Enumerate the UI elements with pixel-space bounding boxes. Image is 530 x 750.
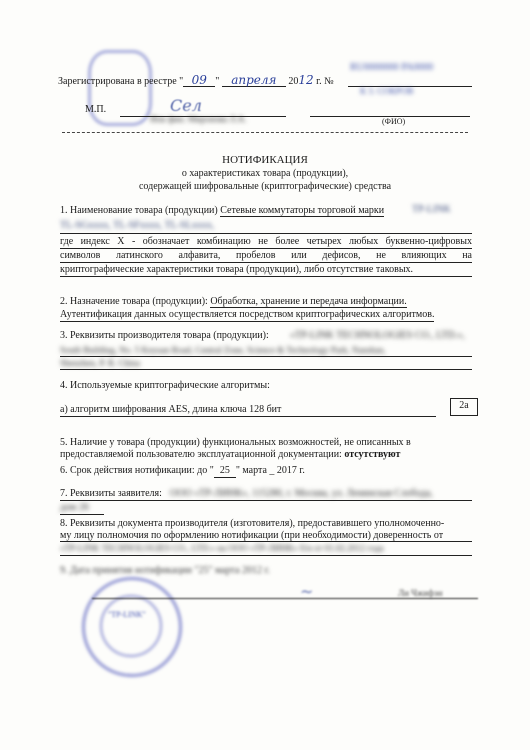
s9-signature: ~	[300, 582, 314, 601]
s1-value: Сетевые коммутаторы торговой марки	[220, 205, 385, 216]
s8-underline-2	[60, 555, 472, 556]
s1-underline-4	[60, 276, 472, 277]
s6-mid: " марта _ 2017 г.	[235, 465, 305, 476]
s1-underline-2	[60, 248, 472, 249]
s9-signer: Ли Чжифэн	[398, 588, 443, 598]
registry-line: Зарегистрирована в реестре " 09 " апреля 2012 г. №	[58, 73, 334, 87]
s2-value1: Обработка, хранение и передача информации.	[210, 296, 407, 307]
s8-blur: «TP-LINK TECHNOLOGIES CO., LTD.» на ООО «TP-ЛИНК» б/н от 01.02.2012 года	[60, 543, 384, 553]
s2-value2: Аутентификация данных осуществляется посредством криптографических алгоритмов.	[60, 309, 435, 320]
s2-line1	[60, 296, 407, 308]
registry-year-prefix: 20	[288, 76, 299, 87]
doc-title: НОТИФИКАЦИЯ	[222, 154, 308, 166]
s1-line3: символов латинского алфавита, пробелов или дефисов, не влияющих на	[60, 250, 472, 261]
s5-line1: 5. Наличие у товара (продукции) функциональных возможностей, не описанных в	[60, 437, 411, 448]
s5-value: отсутствуют	[344, 449, 401, 460]
registry-prefix: Зарегистрирована в реестре "	[58, 76, 184, 87]
mp-label: М.П.	[85, 104, 107, 115]
registry-number-extra: К 3. СОКРОВ	[360, 86, 414, 96]
s3-blur1: «TP-LINK TECHNOLOGIES CO., LTD.»,	[290, 330, 465, 341]
s7-blur1: ООО «TP-ЛИНК», 115280, г. Москва, ул. Ленинская Слобода,	[170, 488, 433, 499]
doc-subtitle-2: содержащей шифровальные (криптографические) средства	[138, 181, 392, 192]
fio-label: (ФИО)	[382, 117, 406, 126]
s1-brand: TP-LINK	[412, 204, 451, 215]
s1-models: TL-SGxxxx, TL-SFxxxx, TL-SLxxxx,	[60, 220, 215, 231]
registry-signer-blur: Ипк фин. Миронова Л.А.	[150, 114, 247, 124]
s1-label: 1. Наименование товара (продукции)	[60, 205, 218, 216]
header-separator	[62, 132, 468, 133]
s6-line	[60, 465, 305, 478]
registry-number-sign: №	[324, 76, 334, 87]
registry-year-suffix: 12	[298, 73, 314, 87]
s1-line4: криптографические характеристики товара (продукции), либо отсутствие таковых.	[60, 264, 414, 275]
s7-underline-2	[60, 514, 104, 515]
s1-underline-1	[60, 233, 472, 234]
registry-day: 09	[183, 74, 215, 87]
doc-subtitle-1: о характеристиках товара (продукции),	[181, 168, 349, 179]
s5-line2	[60, 449, 400, 461]
s2-label: 2. Назначение товара (продукции):	[60, 296, 208, 307]
s6-day: 25	[214, 465, 236, 478]
s4-value: а) алгоритм шифрования AES, длина ключа 128 бит	[60, 404, 282, 415]
s7-label: 7. Реквизиты заявителя:	[60, 488, 162, 499]
s3-label: 3. Реквизиты производителя товара (продукции):	[60, 330, 269, 341]
s1-line2: где индекс X - обозначает комбинацию не более четырех любых буквенно-цифровых	[60, 236, 472, 247]
stamp-text: "TP-LINK"	[108, 610, 146, 619]
s7-underline-1	[60, 500, 472, 501]
s1-line1	[60, 205, 384, 217]
s7-blur2: дом 26	[60, 502, 89, 513]
s3-blur2: South Building, No. 5 Keyuan Road, Central Zone, Science & Technology Park, Nanshan,	[60, 345, 386, 355]
s9-line: 9. Дата принятия нотификации "25" марта 2012 г.	[60, 565, 271, 576]
s8-underline-1	[60, 541, 472, 542]
company-stamp-inner	[100, 595, 162, 657]
s4-underline	[60, 416, 436, 417]
s8-line1: 8. Реквизиты документа производителя (изготовителя), предоставившего уполномоченно-	[60, 518, 445, 529]
s5-line2-text: предоставляемой пользователю эксплуатационной документации:	[60, 449, 342, 460]
registry-year-end: г.	[316, 76, 322, 87]
s3-underline-2	[60, 369, 472, 370]
registry-number-value: RU0000000 PA0000	[350, 62, 434, 73]
s8-line2: му лицу полномочия по оформлению нотификации (при необходимости) доверенность от	[60, 530, 444, 541]
s6-prefix: 6. Срок действия нотификации: до "	[60, 465, 214, 476]
registry-signature: Сел	[170, 96, 202, 115]
s3-underline-1	[60, 356, 472, 357]
s4-box: 2а	[450, 398, 478, 416]
s3-blur3: Shenzhen, P. R. China	[60, 358, 140, 368]
registry-month: апреля	[222, 74, 286, 87]
s4-label: 4. Используемые криптографические алгоритмы:	[60, 380, 270, 391]
s1-underline-3	[60, 262, 472, 263]
